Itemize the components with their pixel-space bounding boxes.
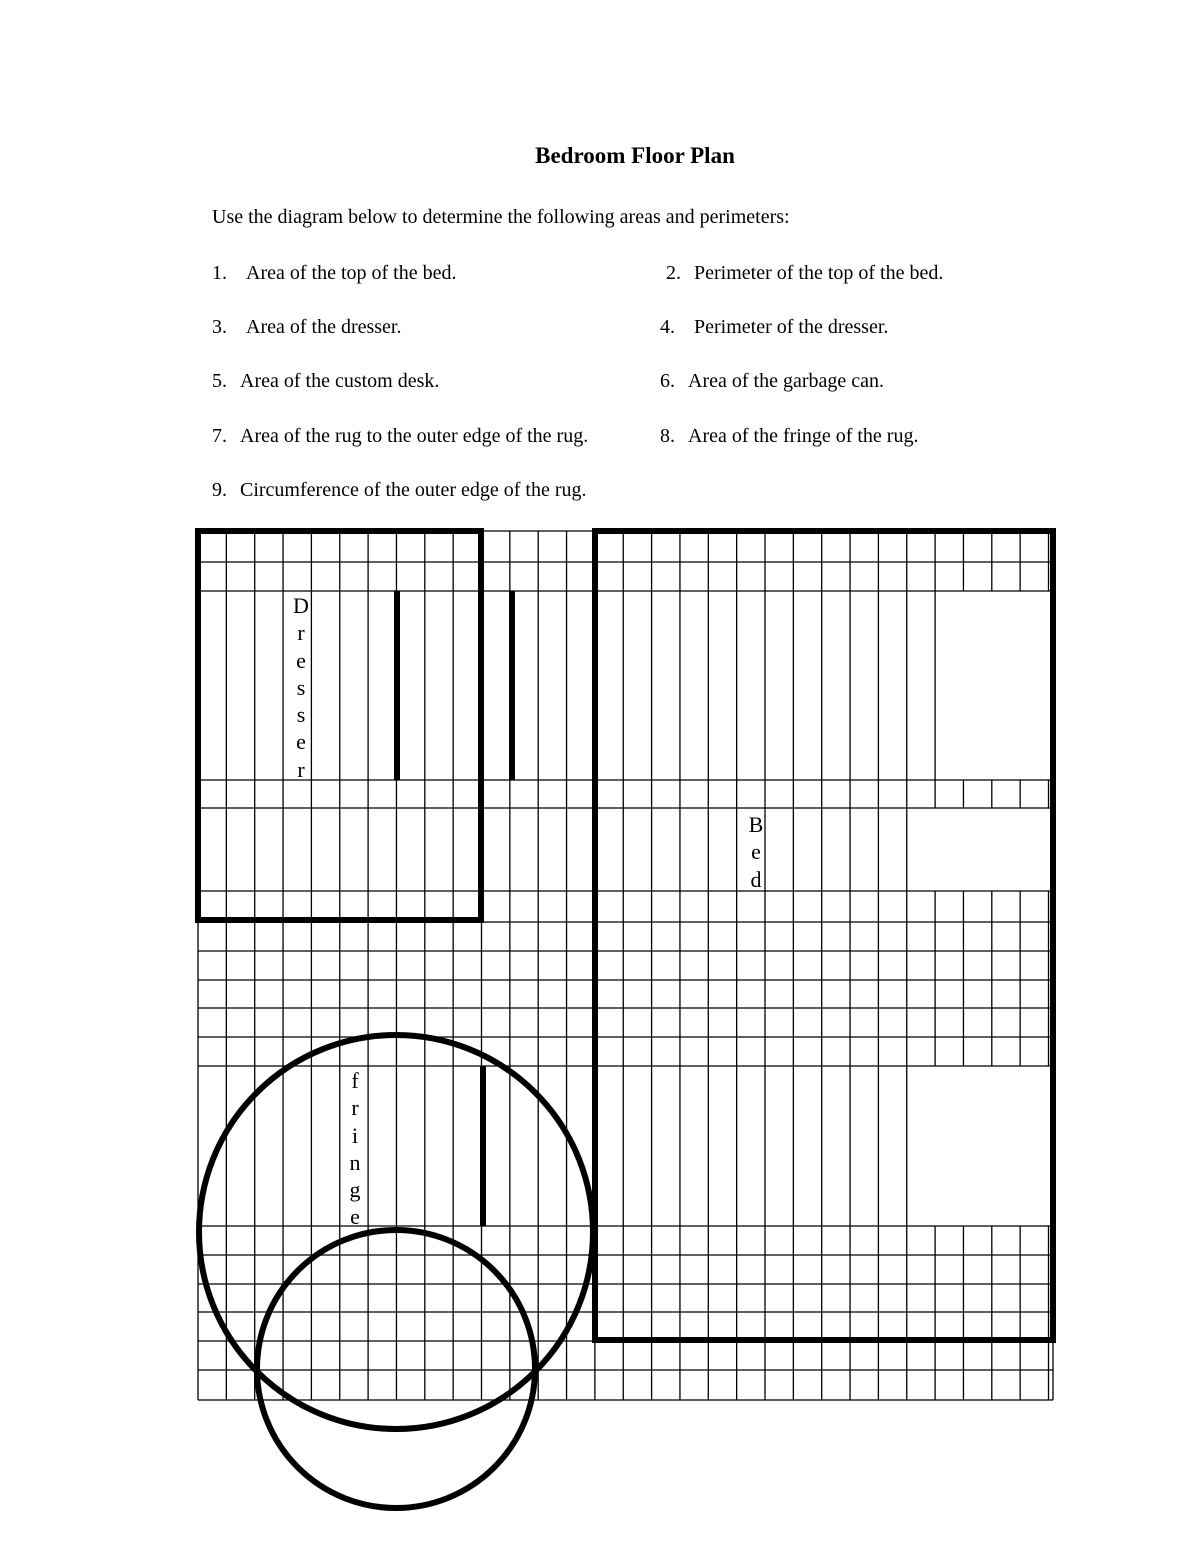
question-number: 7. — [212, 425, 227, 447]
question-text: Area of the rug to the outer edge of the rug. — [240, 425, 589, 447]
question-text: Perimeter of the dresser. — [694, 316, 889, 338]
question-text: Area of the fringe of the rug. — [688, 425, 919, 447]
grid-lines — [198, 531, 1053, 1400]
bed-outline — [595, 531, 1053, 1340]
question-number: 2. — [666, 262, 681, 284]
question-number: 9. — [212, 479, 227, 501]
fringe-label: f r i n g e — [349, 1068, 361, 1230]
question-text: Area of the dresser. — [246, 316, 402, 338]
question-text: Area of the top of the bed. — [246, 262, 457, 284]
question-number: 6. — [660, 370, 675, 392]
bed-label: B e d — [748, 812, 764, 892]
instructions-text: Use the diagram below to determine the following areas and perimeters: — [212, 206, 790, 228]
question-number: 3. — [212, 316, 227, 338]
question-number: 4. — [660, 316, 675, 338]
question-text: Area of the garbage can. — [688, 370, 884, 392]
question-number: 5. — [212, 370, 227, 392]
furniture-outlines — [198, 531, 1053, 1508]
question-text: Circumference of the outer edge of the rug. — [240, 479, 587, 501]
page-title: Bedroom Floor Plan — [535, 143, 735, 168]
question-text: Area of the custom desk. — [240, 370, 440, 392]
dresser-label: D r e s s e r — [293, 593, 309, 782]
question-number: 8. — [660, 425, 675, 447]
question-text: Perimeter of the top of the bed. — [694, 262, 944, 284]
question-number: 1. — [212, 262, 227, 284]
